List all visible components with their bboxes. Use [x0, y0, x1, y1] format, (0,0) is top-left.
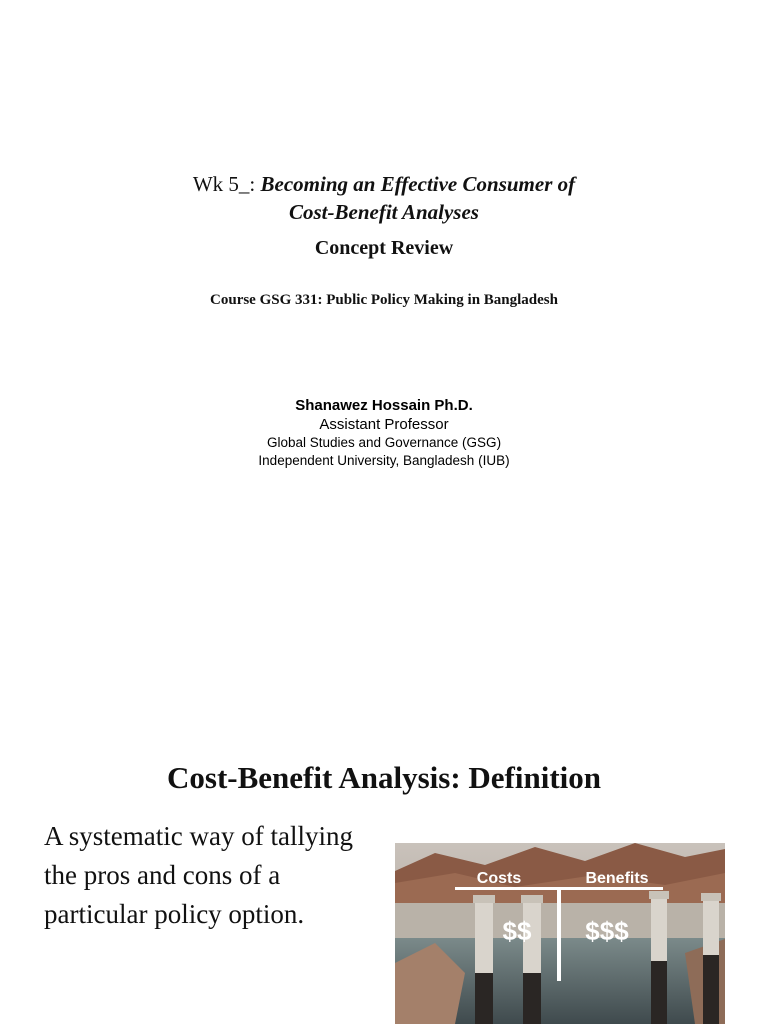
benefits-symbol: $$$: [585, 916, 629, 946]
author-block: [0, 396, 768, 470]
author-name: Shanawez Hossain Ph.D.: [295, 397, 473, 414]
benefits-label: Benefits: [585, 870, 649, 887]
slide-subtitle: Concept Review: [314, 237, 454, 259]
author-department: Global Studies and Governance (GSG): [266, 435, 502, 450]
course-name: Course GSG 331: Public Policy Making in Bangladesh: [210, 292, 558, 308]
author-role: Assistant Professor: [319, 416, 449, 433]
title-line-1: Becoming an Effective Consumer of: [260, 172, 576, 196]
scale-post: [557, 887, 561, 981]
definition-title: Cost-Benefit Analysis: Definition: [167, 760, 601, 795]
intake-tower-1: [473, 895, 495, 1024]
definition-body: A systematic way of tallying the pros and cons of a particular policy option.: [44, 821, 353, 929]
title-line-2: Cost-Benefit Analyses: [289, 200, 479, 224]
dam-cost-benefit-image: [395, 843, 725, 1024]
costs-label: Costs: [476, 870, 522, 887]
slide-title: [0, 170, 768, 226]
intake-tower-2: [521, 895, 543, 1024]
definition-slide: [0, 720, 768, 1024]
costs-symbol: $$: [502, 916, 532, 946]
intake-tower-4: [701, 893, 721, 1024]
title-prefix: Wk 5_:: [192, 172, 261, 196]
dam-photo-svg: [395, 843, 725, 1024]
intake-tower-3: [649, 891, 669, 1024]
author-university: Independent University, Bangladesh (IUB): [258, 453, 510, 468]
